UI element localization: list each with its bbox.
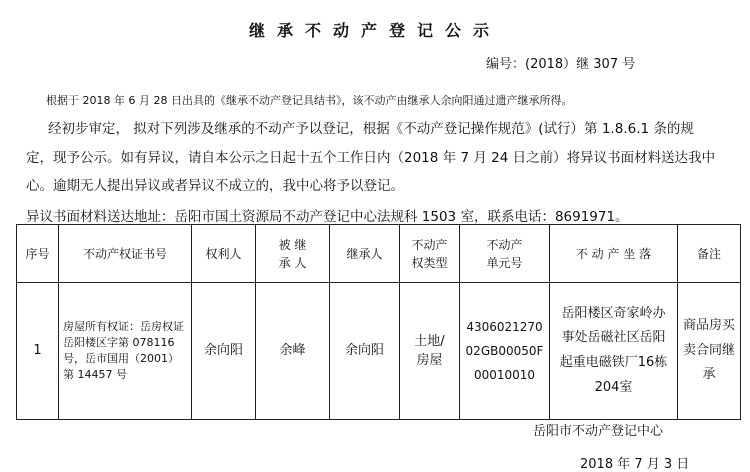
paragraph-line-1: 经初步审定， 拟对下列涉及继承的不动产予以登记，根据《不动产登记操作规范》(试行）第 1.8.6.1 条的规 <box>48 121 694 137</box>
cell-location: 岳阳楼区奇家岭办 事处岳磁社区岳阳 起重电磁铁厂16栋 204室 <box>550 283 678 420</box>
table-row <box>17 283 741 420</box>
header-decedent: 被 继 承 人 <box>256 225 330 283</box>
objection-address: 异议书面材料送达地址：岳阳市国土资源局不动产登记中心法规科 1503 室，联系电话：8691971。 <box>26 209 629 225</box>
table-header-row <box>17 225 741 283</box>
page-title: 继承不动产登记公示 <box>248 21 501 40</box>
issue-date: 2018 年 7 月 3 日 <box>580 457 690 472</box>
cell-decedent: 余峰 <box>256 283 330 420</box>
header-heir: 继承人 <box>330 225 400 283</box>
header-no: 序号 <box>17 225 59 283</box>
header-right-type: 不动产 权类型 <box>400 225 460 283</box>
document-number: 编号：(2018）继 307 号 <box>486 57 636 72</box>
cell-rights-holder: 余向阳 <box>192 283 256 420</box>
cell-no: 1 <box>17 283 59 420</box>
header-remark: 备注 <box>678 225 741 283</box>
header-location: 不 动 产 坐 落 <box>550 225 678 283</box>
paragraph-line-2: 定，现予公示。如有异议，请自本公示之日起十五个工作日内（2018 年 7 月 24 日之前）将异议书面材料送达我中 <box>26 150 716 166</box>
header-certificate: 不动产权证书号 <box>59 225 192 283</box>
header-unit-no: 不动产 单元号 <box>460 225 550 283</box>
cell-heir: 余向阳 <box>330 283 400 420</box>
notice-table <box>16 224 741 420</box>
issuer-name: 岳阳市不动产登记中心 <box>533 424 664 439</box>
intro-text: 根据于 2018 年 6 月 28 日出具的《继承不动产登记具结书》，该不动产由继承人余向阳通过遗产继承所得。 <box>46 94 573 107</box>
header-rights-holder: 权利人 <box>192 225 256 283</box>
paragraph-line-3: 心。逾期无人提出异议或者异议不成立的，我中心将予以登记。 <box>26 178 404 194</box>
cell-remark: 商品房买 卖合同继 承 <box>678 283 741 420</box>
cell-certificate: 房屋所有权证：岳房权证岳阳楼区字第 078116 号，岳市国用（2001）第 14457 号 <box>59 283 192 420</box>
cell-right-type: 土地/ 房屋 <box>400 283 460 420</box>
cell-unit-no: 4306021270 02GB00050F 00010010 <box>460 283 550 420</box>
